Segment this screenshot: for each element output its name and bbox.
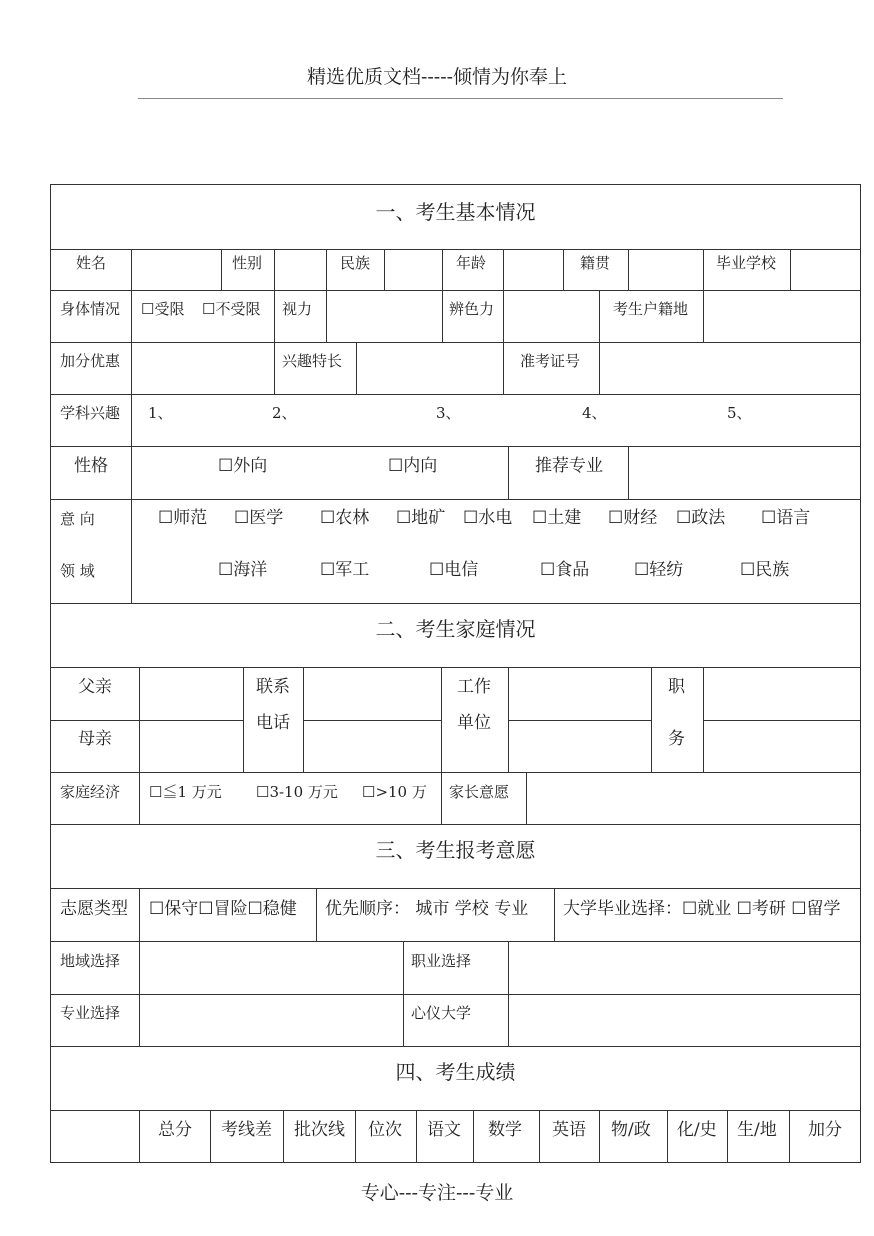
score-header-math: 数学 — [488, 1120, 522, 1140]
col-divider — [651, 667, 652, 772]
input-vision[interactable] — [327, 291, 441, 341]
section-title-scores: 四、考生成绩 — [395, 1060, 516, 1084]
subject-slot-2[interactable]: 2、 — [272, 404, 297, 422]
label-post-2: 务 — [668, 729, 685, 749]
score-header-line-gap: 考线差 — [221, 1120, 272, 1140]
col-divider — [139, 888, 140, 941]
label-recommend-major: 推荐专业 — [535, 456, 603, 476]
col-divider — [539, 1110, 540, 1162]
checkbox-introvert[interactable]: ☐内向 — [388, 456, 438, 476]
row-divider — [51, 499, 860, 500]
label-phone-1: 联系 — [256, 677, 290, 697]
section-title-wish: 三、考生报考意愿 — [375, 838, 536, 862]
col-divider — [599, 1110, 600, 1162]
header-rule — [138, 98, 783, 99]
score-header-chinese: 语文 — [427, 1120, 461, 1140]
label-wish-type: 志愿类型 — [60, 899, 128, 919]
label-parent-wish: 家长意愿 — [449, 783, 510, 801]
checkbox-field-language[interactable]: ☐语言 — [761, 508, 811, 528]
label-health: 身体情况 — [60, 300, 121, 318]
subject-slot-1[interactable]: 1、 — [148, 404, 173, 422]
score-header-bio-geo: 生/地 — [737, 1120, 777, 1140]
col-divider — [316, 888, 317, 941]
col-divider — [703, 249, 704, 290]
label-father: 父亲 — [78, 677, 112, 697]
input-bonus[interactable] — [132, 343, 273, 393]
col-divider — [442, 290, 443, 342]
checkbox-unlimited[interactable]: ☐不受限 — [202, 300, 261, 318]
checkbox-economy-high[interactable]: ☐>10 万 — [362, 783, 427, 801]
col-divider — [503, 342, 504, 394]
col-divider — [554, 888, 555, 941]
score-header-chem-history: 化/史 — [677, 1120, 717, 1140]
col-divider — [508, 446, 509, 499]
checkbox-field-civil[interactable]: ☐土建 — [532, 508, 582, 528]
score-header-total: 总分 — [158, 1120, 192, 1140]
checkbox-field-food[interactable]: ☐食品 — [540, 560, 590, 580]
col-divider — [274, 342, 275, 394]
label-major-choice: 专业选择 — [60, 1004, 121, 1022]
label-vision: 视力 — [282, 300, 313, 318]
page-header: 精选优质文档-----倾情为你奉上 — [306, 66, 568, 88]
input-major-choice[interactable] — [140, 995, 402, 1045]
label-phone-2: 电话 — [256, 713, 290, 733]
col-divider — [403, 941, 404, 1046]
row-divider — [51, 824, 860, 825]
col-divider — [789, 1110, 790, 1162]
col-divider — [131, 499, 132, 603]
checkbox-wish-type[interactable]: ☐保守☐冒险☐稳健 — [149, 899, 297, 919]
label-field-1: 意 向 — [60, 510, 95, 528]
checkbox-field-law[interactable]: ☐政法 — [676, 508, 726, 528]
col-divider — [442, 249, 443, 290]
col-divider — [599, 290, 600, 342]
label-household: 考生户籍地 — [613, 300, 689, 318]
input-gender[interactable] — [275, 250, 325, 289]
input-ethnicity[interactable] — [385, 250, 441, 289]
label-name: 姓名 — [76, 254, 107, 272]
input-native-place[interactable] — [629, 250, 702, 289]
input-graduate-school[interactable] — [791, 250, 859, 289]
score-header-rank: 位次 — [368, 1120, 402, 1140]
row-divider — [51, 1046, 860, 1047]
col-divider — [355, 1110, 356, 1162]
col-divider — [243, 667, 244, 772]
label-ethnicity: 民族 — [340, 254, 371, 272]
checkbox-economy-low[interactable]: ☐≦1 万元 — [149, 783, 222, 801]
input-color-vision[interactable] — [504, 291, 598, 341]
label-graduate-school: 毕业学校 — [716, 254, 777, 272]
label-priority-order: 优先顺序： 城市 学校 专业 — [325, 899, 529, 919]
subject-slot-4[interactable]: 4、 — [582, 404, 607, 422]
col-divider — [441, 667, 442, 772]
checkbox-field-ethnic[interactable]: ☐民族 — [740, 560, 790, 580]
label-field-2: 领 域 — [60, 562, 95, 580]
input-recommend-major[interactable] — [629, 447, 859, 498]
score-header-bonus: 加分 — [808, 1120, 842, 1140]
label-age: 年龄 — [456, 254, 487, 272]
label-color-vision: 辨色力 — [449, 300, 495, 318]
input-mother-info[interactable] — [140, 721, 242, 771]
label-family-economy: 家庭经济 — [60, 783, 121, 801]
checkbox-extrovert[interactable]: ☐外向 — [218, 456, 268, 476]
col-divider — [283, 1110, 284, 1162]
input-mother-post[interactable] — [704, 721, 859, 771]
checkbox-field-agriculture[interactable]: ☐农林 — [320, 508, 370, 528]
input-mother-phone[interactable] — [304, 721, 440, 771]
input-hobby[interactable] — [357, 343, 502, 393]
label-career-choice: 职业选择 — [411, 952, 472, 970]
page-footer: 专心---专注---专业 — [360, 1182, 514, 1204]
col-divider — [139, 1110, 140, 1162]
input-name[interactable] — [132, 250, 220, 289]
section-title-family: 二、考生家庭情况 — [375, 617, 536, 641]
label-bonus: 加分优惠 — [60, 352, 121, 370]
col-divider — [416, 1110, 417, 1162]
input-mother-work[interactable] — [509, 721, 650, 771]
input-exam-number[interactable] — [600, 343, 859, 393]
col-divider — [667, 1110, 668, 1162]
checkbox-field-telecom[interactable]: ☐电信 — [429, 560, 479, 580]
col-divider — [131, 446, 132, 499]
col-divider — [139, 772, 140, 824]
col-divider — [563, 249, 564, 290]
input-dream-university[interactable] — [509, 995, 859, 1045]
input-father-work[interactable] — [509, 668, 650, 719]
label-gender: 性别 — [232, 254, 263, 272]
subject-slot-5[interactable]: 5、 — [727, 404, 752, 422]
label-exam-number: 准考证号 — [520, 352, 581, 370]
label-work-1: 工作 — [457, 677, 491, 697]
checkbox-field-normal[interactable]: ☐师范 — [158, 508, 208, 528]
col-divider — [221, 249, 222, 290]
application-form — [50, 184, 861, 1163]
label-region-choice: 地域选择 — [60, 952, 121, 970]
row-divider — [51, 394, 860, 395]
checkbox-field-medicine[interactable]: ☐医学 — [234, 508, 284, 528]
checkbox-field-finance[interactable]: ☐财经 — [608, 508, 658, 528]
row-divider — [51, 1110, 860, 1111]
input-household[interactable] — [704, 291, 859, 341]
subject-slot-3[interactable]: 3、 — [436, 404, 461, 422]
row-divider — [51, 888, 860, 889]
col-divider — [131, 394, 132, 446]
label-mother: 母亲 — [78, 729, 112, 749]
row-divider — [51, 603, 860, 604]
label-work-2: 单位 — [457, 713, 491, 733]
checkbox-field-mining[interactable]: ☐地矿 — [396, 508, 446, 528]
label-personality: 性格 — [74, 456, 108, 476]
label-subject-interest: 学科兴趣 — [60, 404, 121, 422]
section-title-basic: 一、考生基本情况 — [375, 200, 536, 224]
label-post-1: 职 — [668, 677, 685, 697]
input-father-info[interactable] — [140, 668, 242, 719]
input-career-choice[interactable] — [509, 942, 859, 993]
score-header-batch-line: 批次线 — [294, 1120, 345, 1140]
checkbox-field-hydropower[interactable]: ☐水电 — [463, 508, 513, 528]
label-hobby: 兴趣特长 — [282, 352, 343, 370]
input-father-post[interactable] — [704, 668, 859, 719]
col-divider — [131, 290, 132, 342]
checkbox-field-ocean[interactable]: ☐海洋 — [218, 560, 268, 580]
col-divider — [473, 1110, 474, 1162]
score-header-physics-politics: 物/政 — [611, 1120, 651, 1140]
col-divider — [326, 249, 327, 290]
label-native-place: 籍贯 — [580, 254, 611, 272]
input-age[interactable] — [504, 250, 562, 289]
checkbox-after-graduation[interactable]: 大学毕业选择：☐就业 ☐考研 ☐留学 — [563, 899, 841, 919]
checkbox-limited[interactable]: ☐受限 — [141, 300, 185, 318]
col-divider — [727, 1110, 728, 1162]
col-divider — [210, 1110, 211, 1162]
label-dream-university: 心仪大学 — [411, 1004, 472, 1022]
checkbox-economy-mid[interactable]: ☐3-10 万元 — [256, 783, 338, 801]
input-parent-wish[interactable] — [527, 773, 859, 823]
checkbox-field-military[interactable]: ☐军工 — [320, 560, 370, 580]
checkbox-field-textile[interactable]: ☐轻纺 — [634, 560, 684, 580]
col-divider — [274, 290, 275, 342]
input-region-choice[interactable] — [140, 942, 402, 993]
input-father-phone[interactable] — [304, 668, 440, 719]
col-divider — [441, 772, 442, 824]
score-header-english: 英语 — [552, 1120, 586, 1140]
